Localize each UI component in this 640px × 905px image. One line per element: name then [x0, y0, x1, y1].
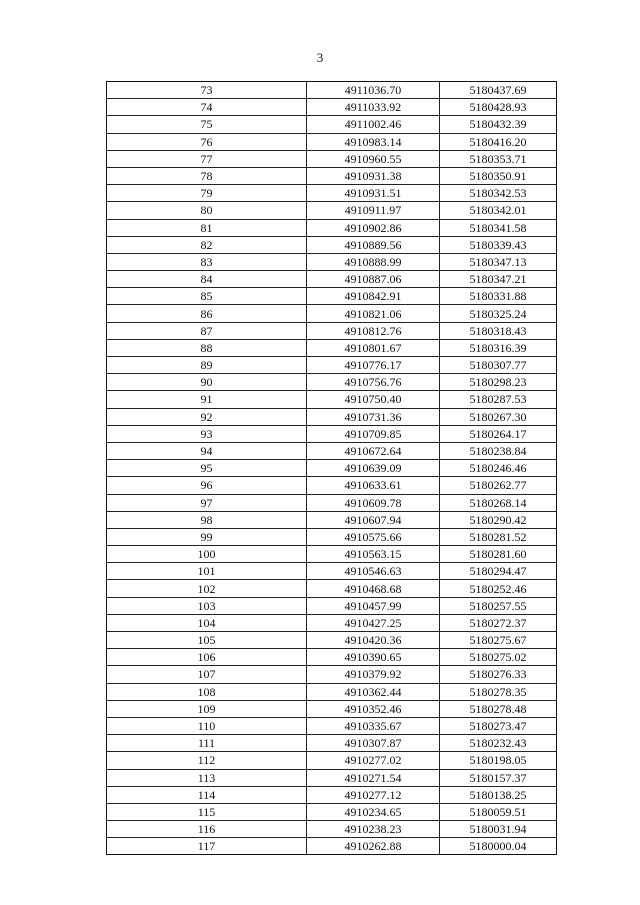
point-number-cell: 94	[107, 442, 307, 459]
table-row	[107, 786, 557, 803]
x-coordinate-cell: 4910887.06	[307, 271, 440, 288]
point-number-cell: 76	[107, 133, 307, 150]
point-number-cell: 73	[107, 82, 307, 99]
point-number-cell: 115	[107, 803, 307, 820]
point-number-cell: 86	[107, 305, 307, 322]
y-coordinate-cell: 5180198.05	[440, 752, 557, 769]
y-coordinate-cell: 5180341.58	[440, 219, 557, 236]
point-number-cell: 108	[107, 683, 307, 700]
y-coordinate-cell: 5180275.67	[440, 632, 557, 649]
table-row	[107, 150, 557, 167]
x-coordinate-cell: 4910960.55	[307, 150, 440, 167]
x-coordinate-cell: 4910563.15	[307, 546, 440, 563]
point-number-cell: 102	[107, 580, 307, 597]
point-number-cell: 116	[107, 821, 307, 838]
y-coordinate-cell: 5180290.42	[440, 511, 557, 528]
x-coordinate-cell: 4910633.61	[307, 477, 440, 494]
y-coordinate-cell: 5180278.35	[440, 683, 557, 700]
y-coordinate-cell: 5180325.24	[440, 305, 557, 322]
point-number-cell: 98	[107, 511, 307, 528]
point-number-cell: 107	[107, 666, 307, 683]
x-coordinate-cell: 4910902.86	[307, 219, 440, 236]
x-coordinate-cell: 4910457.99	[307, 597, 440, 614]
x-coordinate-cell: 4910427.25	[307, 614, 440, 631]
x-coordinate-cell: 4910911.97	[307, 202, 440, 219]
table-row	[107, 236, 557, 253]
x-coordinate-cell: 4910379.92	[307, 666, 440, 683]
y-coordinate-cell: 5180272.37	[440, 614, 557, 631]
y-coordinate-cell: 5180000.04	[440, 838, 557, 855]
y-coordinate-cell: 5180287.53	[440, 391, 557, 408]
table-row	[107, 133, 557, 150]
point-number-cell: 106	[107, 649, 307, 666]
x-coordinate-cell: 4910362.44	[307, 683, 440, 700]
x-coordinate-cell: 4910575.66	[307, 528, 440, 545]
point-number-cell: 90	[107, 374, 307, 391]
y-coordinate-cell: 5180347.13	[440, 253, 557, 270]
table-row	[107, 185, 557, 202]
point-number-cell: 95	[107, 460, 307, 477]
point-number-cell: 85	[107, 288, 307, 305]
x-coordinate-cell: 4910234.65	[307, 803, 440, 820]
y-coordinate-cell: 5180416.20	[440, 133, 557, 150]
table-row	[107, 546, 557, 563]
point-number-cell: 80	[107, 202, 307, 219]
x-coordinate-cell: 4911033.92	[307, 99, 440, 116]
x-coordinate-cell: 4910609.78	[307, 494, 440, 511]
y-coordinate-cell: 5180281.60	[440, 546, 557, 563]
y-coordinate-cell: 5180432.39	[440, 116, 557, 133]
point-number-cell: 77	[107, 150, 307, 167]
y-coordinate-cell: 5180264.17	[440, 425, 557, 442]
y-coordinate-cell: 5180273.47	[440, 717, 557, 734]
y-coordinate-cell: 5180278.48	[440, 700, 557, 717]
x-coordinate-cell: 4910277.12	[307, 786, 440, 803]
table-row	[107, 288, 557, 305]
y-coordinate-cell: 5180294.47	[440, 563, 557, 580]
table-row	[107, 116, 557, 133]
table-row	[107, 357, 557, 374]
x-coordinate-cell: 4910931.51	[307, 185, 440, 202]
y-coordinate-cell: 5180138.25	[440, 786, 557, 803]
table-row	[107, 821, 557, 838]
table-row	[107, 408, 557, 425]
table-row	[107, 649, 557, 666]
point-number-cell: 104	[107, 614, 307, 631]
table-row	[107, 632, 557, 649]
y-coordinate-cell: 5180268.14	[440, 494, 557, 511]
table-row	[107, 167, 557, 184]
table-row	[107, 666, 557, 683]
y-coordinate-cell: 5180307.77	[440, 357, 557, 374]
x-coordinate-cell: 4911036.70	[307, 82, 440, 99]
coordinates-table	[106, 81, 557, 855]
x-coordinate-cell: 4910750.40	[307, 391, 440, 408]
x-coordinate-cell: 4910709.85	[307, 425, 440, 442]
table-row	[107, 219, 557, 236]
point-number-cell: 97	[107, 494, 307, 511]
table-row	[107, 99, 557, 116]
table-row	[107, 803, 557, 820]
table-row	[107, 339, 557, 356]
table-row	[107, 563, 557, 580]
point-number-cell: 88	[107, 339, 307, 356]
x-coordinate-cell: 4910390.65	[307, 649, 440, 666]
table-row	[107, 580, 557, 597]
y-coordinate-cell: 5180316.39	[440, 339, 557, 356]
table-row	[107, 838, 557, 855]
table-row	[107, 442, 557, 459]
x-coordinate-cell: 4910776.17	[307, 357, 440, 374]
table-row	[107, 425, 557, 442]
y-coordinate-cell: 5180342.01	[440, 202, 557, 219]
y-coordinate-cell: 5180342.53	[440, 185, 557, 202]
x-coordinate-cell: 4910352.46	[307, 700, 440, 717]
point-number-cell: 84	[107, 271, 307, 288]
x-coordinate-cell: 4910639.09	[307, 460, 440, 477]
y-coordinate-cell: 5180428.93	[440, 99, 557, 116]
y-coordinate-cell: 5180276.33	[440, 666, 557, 683]
y-coordinate-cell: 5180275.02	[440, 649, 557, 666]
page-number: 3	[316, 50, 324, 65]
point-number-cell: 93	[107, 425, 307, 442]
x-coordinate-cell: 4910756.76	[307, 374, 440, 391]
x-coordinate-cell: 4910889.56	[307, 236, 440, 253]
point-number-cell: 89	[107, 357, 307, 374]
table-row	[107, 528, 557, 545]
y-coordinate-cell: 5180157.37	[440, 769, 557, 786]
point-number-cell: 103	[107, 597, 307, 614]
y-coordinate-cell: 5180252.46	[440, 580, 557, 597]
point-number-cell: 81	[107, 219, 307, 236]
y-coordinate-cell: 5180339.43	[440, 236, 557, 253]
x-coordinate-cell: 4910931.38	[307, 167, 440, 184]
x-coordinate-cell: 4910983.14	[307, 133, 440, 150]
y-coordinate-cell: 5180437.69	[440, 82, 557, 99]
x-coordinate-cell: 4910262.88	[307, 838, 440, 855]
point-number-cell: 83	[107, 253, 307, 270]
y-coordinate-cell: 5180331.88	[440, 288, 557, 305]
point-number-cell: 112	[107, 752, 307, 769]
y-coordinate-cell: 5180298.23	[440, 374, 557, 391]
table-row	[107, 322, 557, 339]
x-coordinate-cell: 4910731.36	[307, 408, 440, 425]
table-row	[107, 202, 557, 219]
x-coordinate-cell: 4910546.63	[307, 563, 440, 580]
table-row	[107, 511, 557, 528]
point-number-cell: 111	[107, 735, 307, 752]
point-number-cell: 117	[107, 838, 307, 855]
point-number-cell: 100	[107, 546, 307, 563]
table-row	[107, 494, 557, 511]
table-row	[107, 271, 557, 288]
y-coordinate-cell: 5180353.71	[440, 150, 557, 167]
table-row	[107, 769, 557, 786]
x-coordinate-cell: 4910335.67	[307, 717, 440, 734]
point-number-cell: 114	[107, 786, 307, 803]
y-coordinate-cell: 5180347.21	[440, 271, 557, 288]
table-row	[107, 683, 557, 700]
table-row	[107, 305, 557, 322]
point-number-cell: 87	[107, 322, 307, 339]
table-row	[107, 614, 557, 631]
table-row	[107, 477, 557, 494]
y-coordinate-cell: 5180262.77	[440, 477, 557, 494]
x-coordinate-cell: 4910888.99	[307, 253, 440, 270]
x-coordinate-cell: 4911002.46	[307, 116, 440, 133]
point-number-cell: 82	[107, 236, 307, 253]
y-coordinate-cell: 5180267.30	[440, 408, 557, 425]
table-row	[107, 735, 557, 752]
point-number-cell: 101	[107, 563, 307, 580]
table-row	[107, 460, 557, 477]
table-row	[107, 253, 557, 270]
y-coordinate-cell: 5180257.55	[440, 597, 557, 614]
y-coordinate-cell: 5180031.94	[440, 821, 557, 838]
x-coordinate-cell: 4910812.76	[307, 322, 440, 339]
x-coordinate-cell: 4910672.64	[307, 442, 440, 459]
coordinates-table-body	[107, 82, 557, 855]
x-coordinate-cell: 4910842.91	[307, 288, 440, 305]
point-number-cell: 109	[107, 700, 307, 717]
point-number-cell: 92	[107, 408, 307, 425]
x-coordinate-cell: 4910801.67	[307, 339, 440, 356]
point-number-cell: 91	[107, 391, 307, 408]
table-row	[107, 700, 557, 717]
y-coordinate-cell: 5180232.43	[440, 735, 557, 752]
y-coordinate-cell: 5180059.51	[440, 803, 557, 820]
table-row	[107, 597, 557, 614]
point-number-cell: 113	[107, 769, 307, 786]
y-coordinate-cell: 5180350.91	[440, 167, 557, 184]
y-coordinate-cell: 5180246.46	[440, 460, 557, 477]
y-coordinate-cell: 5180281.52	[440, 528, 557, 545]
y-coordinate-cell: 5180238.84	[440, 442, 557, 459]
point-number-cell: 96	[107, 477, 307, 494]
table-row	[107, 717, 557, 734]
x-coordinate-cell: 4910420.36	[307, 632, 440, 649]
x-coordinate-cell: 4910271.54	[307, 769, 440, 786]
table-row	[107, 82, 557, 99]
point-number-cell: 110	[107, 717, 307, 734]
x-coordinate-cell: 4910821.06	[307, 305, 440, 322]
x-coordinate-cell: 4910468.68	[307, 580, 440, 597]
point-number-cell: 105	[107, 632, 307, 649]
y-coordinate-cell: 5180318.43	[440, 322, 557, 339]
table-row	[107, 391, 557, 408]
x-coordinate-cell: 4910307.87	[307, 735, 440, 752]
point-number-cell: 75	[107, 116, 307, 133]
point-number-cell: 79	[107, 185, 307, 202]
x-coordinate-cell: 4910607.94	[307, 511, 440, 528]
x-coordinate-cell: 4910277.02	[307, 752, 440, 769]
point-number-cell: 99	[107, 528, 307, 545]
table-row	[107, 374, 557, 391]
table-row	[107, 752, 557, 769]
point-number-cell: 78	[107, 167, 307, 184]
point-number-cell: 74	[107, 99, 307, 116]
x-coordinate-cell: 4910238.23	[307, 821, 440, 838]
